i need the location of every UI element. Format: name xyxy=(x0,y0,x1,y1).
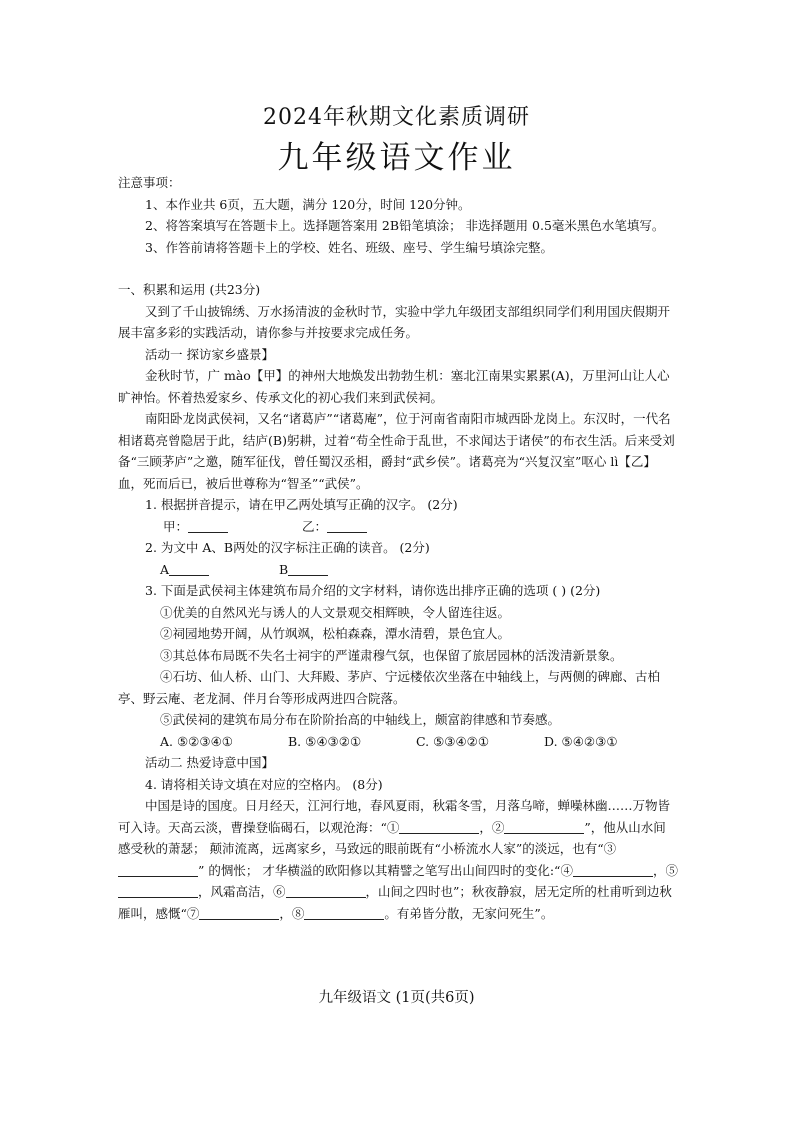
note-1: 1、本作业共 6页，五大题，满分 120分，时间 120分钟。 xyxy=(145,196,471,212)
question-4: 4. 请将相关诗文填在对应的空格内。 (8分) xyxy=(145,776,383,792)
answer-label-yi: 乙： xyxy=(302,518,328,534)
sentence-3: ③其总体布局既不失名士祠宇的严谨肃穆气氛，也保留了旅居园林的活泼清新景象。 xyxy=(160,647,623,663)
note-2: 2、将答案填写在答题卡上。选择题答案用 2B铅笔填涂； 非选择题用 0.5毫米黑色水笔填写。 xyxy=(145,218,665,233)
passage-paragraph-1: 金秋时节，广 mào【甲】的神州大地焕发出勃勃生机：塞北江南果实累累(A)，万里河山让人心旷神怡。怀着热爱家乡、传承文化的初心我们来到武侯祠。 xyxy=(118,368,670,405)
question-1-answer-row xyxy=(118,516,678,538)
section1-intro: 又到了千山披锦绣、万水扬清波的金秋时节，实验中学九年级团支部组织同学们利用国庆假期开展丰富多彩的实践活动，请你参与并按要求完成任务。 xyxy=(118,303,671,340)
note-3: 3、作答前请将答题卡上的学校、姓名、班级、座号、学生编号填涂完整。 xyxy=(145,239,553,255)
option-a[interactable]: A. ⑤②③④① xyxy=(160,733,234,749)
answer-label-b: B xyxy=(279,561,289,577)
poem-blank-5[interactable] xyxy=(118,883,198,898)
exam-body xyxy=(118,172,678,924)
poem-text-a: 中国是诗的国度。日月经天，江河行地，春风夏雨，秋霜冬雪，月落乌啼，蝉噪林幽……万物皆可入诗。天高云淡，曹操登临碣石，以观沧海： xyxy=(118,798,671,835)
sentence-1: ①优美的自然风光与诱人的人文景观交相辉映，令人留连往返。 xyxy=(160,604,511,620)
section1-heading: 一、积累和运用 (共23分) xyxy=(118,282,261,297)
poem-text-b: ”，他从山水间感受秋的萧瑟； 颠沛流离，远离家乡，马致远的眼前既有“小桥流水人家”的淡远，也有“③ xyxy=(118,819,666,856)
poem-label-4: ④ xyxy=(560,862,573,878)
page-footer: 九年级语文 (1页(共6页) xyxy=(318,990,475,1006)
poem-label-5: ，⑤ xyxy=(652,862,678,878)
poem-text-e: ，山间之四时也”；秋夜静寂，居无定所的杜甫听到边秋雁叫，感慨“⑦ xyxy=(118,884,672,921)
exam-title-line1: 2024年秋期文化素质调研 xyxy=(263,105,530,130)
sentence-4: ④石坊、仙人桥、山门、大拜殿、茅庐、宁远楼依次坐落在中轴线上，与两侧的碑廊、古柏亭、野云庵、老龙洞、伴月台等形成两进四合院落。 xyxy=(118,669,661,706)
option-d[interactable]: D. ⑤④②③① xyxy=(544,733,618,749)
option-b[interactable]: B. ⑤④③②① xyxy=(288,733,362,749)
activity2-title: 活动二 热爱诗意中国】 xyxy=(145,755,274,770)
poem-paragraph xyxy=(118,795,678,924)
poem-label-2: ，② xyxy=(479,819,505,835)
answer-label-jia: 甲： xyxy=(163,518,189,534)
passage-paragraph-2: 南阳卧龙岗武侯祠，又名“诸葛庐”“诸葛庵”，位于河南省南阳市城西卧龙岗上。东汉时，一代名相诸葛亮曾隐居于此，结庐(B)躬耕，过着“苟全性命于乱世，不求闻达于诸侯”的布衣生活。后来受刘备“三顾茅庐”之邀，随军征伐，曾任蜀汉丞相，爵封“武乡侯”。诸葛亮为“兴复汉室”呕心 lì【乙】血，死而后已，被后世尊称为“智圣”“武侯”。 xyxy=(118,411,675,491)
poem-blank-6[interactable] xyxy=(286,883,366,898)
answer-blank-jia[interactable] xyxy=(188,518,228,533)
poem-blank-1[interactable] xyxy=(399,819,479,834)
poem-text-d: ，风霜高洁，⑥ xyxy=(198,884,286,899)
question-3: 3. 下面是武侯祠主体建筑布局介绍的文字材料，请你选出排序正确的选项 ( ) (2分) xyxy=(145,583,601,598)
answer-label-a: A xyxy=(160,561,170,577)
sentence-5: ⑤武侯祠的建筑布局分布在阶阶抬高的中轴线上，颇富韵律感和节奏感。 xyxy=(160,712,561,727)
poem-blank-8[interactable] xyxy=(304,905,384,920)
question-1: 1. 根据拼音提示，请在甲乙两处填写正确的汉字。 (2分) xyxy=(145,497,458,512)
poem-label-8: ，⑧ xyxy=(279,905,305,921)
poem-blank-4[interactable] xyxy=(573,862,653,877)
question-2: 2. 为文中 A、B两处的汉字标注正确的读音。 (2分) xyxy=(145,540,430,555)
poem-blank-7[interactable] xyxy=(199,905,279,920)
poem-label-1: “① xyxy=(380,819,400,835)
answer-blank-b[interactable] xyxy=(288,561,328,576)
option-c[interactable]: C. ⑤③④②① xyxy=(416,733,490,749)
answer-blank-a[interactable] xyxy=(169,561,209,576)
poem-blank-2[interactable] xyxy=(504,819,584,834)
sentence-2: ②祠园地势开阔，从竹飒飒，松柏森森，潭水清碧，景色宜人。 xyxy=(160,626,511,641)
answer-blank-yi[interactable] xyxy=(327,518,367,533)
poem-text-c: ” 的惆怅； 才华横溢的欧阳修以其精譬之笔写出山间四时的变化:“ xyxy=(198,862,561,878)
question-2-answer-row xyxy=(118,559,678,581)
question-3-options xyxy=(118,731,678,753)
poem-text-f: 。有弟皆分散，无家问死生”。 xyxy=(384,905,554,921)
activity1-title: 活动一 探访家乡盛景】 xyxy=(145,346,274,362)
exam-title-line2: 九年级语文作业 xyxy=(277,140,516,176)
spacer xyxy=(118,258,678,279)
notes-heading: 注意事项： xyxy=(118,175,181,190)
poem-blank-3[interactable] xyxy=(118,862,198,877)
